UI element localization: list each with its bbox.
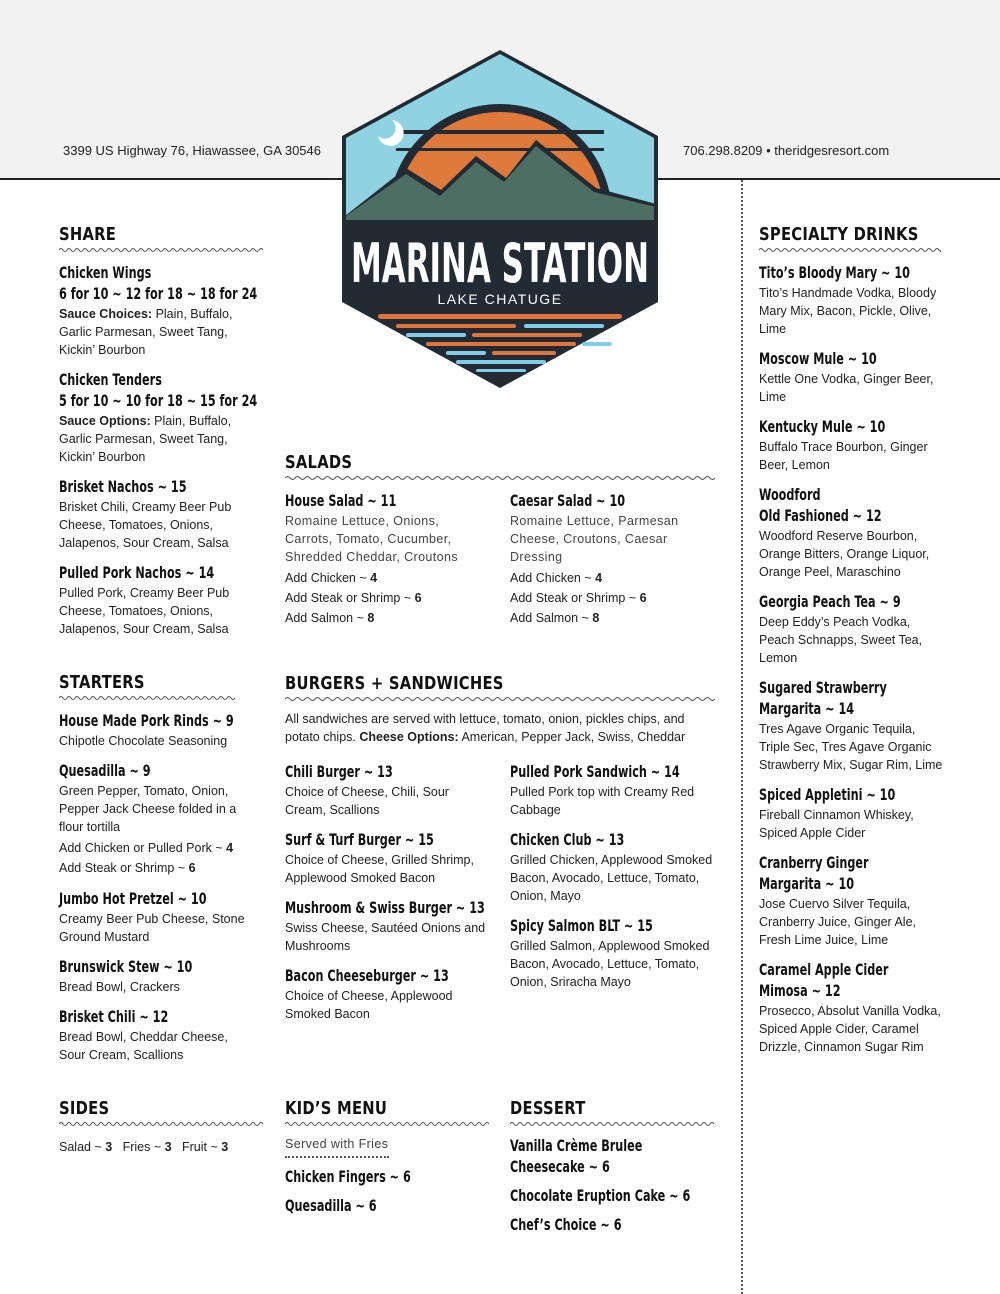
logo-title: MARINA STATION — [351, 232, 649, 295]
menu-item-pulled-pork-sandwich: Pulled Pork Sandwich ~ 14 Pulled Pork top with Creamy Red Cabbage — [510, 762, 695, 817]
sides-section — [59, 1098, 263, 1157]
contact-info: 706.298.8209 • theridgesresort.com — [683, 143, 890, 158]
menu-item-brisket-chili: Brisket Chili ~ 12 Bread Bowl, Cheddar Cheese, Sour Cream, Scallions — [59, 1007, 228, 1062]
drink-titos-bloody-mary: Tito’s Bloody Mary ~ 10 Tito’s Handmade Vodka, Bloody Mary Mix, Bacon, Pickle, Olive, Lime — [759, 263, 937, 336]
menu-item-kids-quesadilla: Quesadilla ~ 6 — [285, 1196, 377, 1215]
wavy-divider — [59, 247, 263, 253]
menu-item-chili-burger: Chili Burger ~ 13 Choice of Cheese, Chili, Sour Cream, Scallions — [285, 762, 449, 817]
menu-item-spicy-salmon-blt: Spicy Salmon BLT ~ 15 Grilled Salmon, Applewood Smoked Bacon, Avocado, Lettuce, Tomato, Onion, Sriracha Mayo — [510, 916, 710, 989]
wavy-divider — [59, 695, 235, 701]
starters-section — [59, 672, 245, 1064]
drink-cranberry-ginger-margarita: Cranberry Ginger Margarita ~ 10 Jose Cuervo Silver Tequila, Cranberry Juice, Ginger Ale, Fresh Lime Juice, Lime — [759, 853, 917, 947]
drink-moscow-mule: Moscow Mule ~ 10 Kettle One Vodka, Ginger Beer, Lime — [759, 349, 934, 404]
menu-item-jumbo-pretzel: Jumbo Hot Pretzel ~ 10 Creamy Beer Pub Cheese, Stone Ground Mustard — [59, 889, 245, 944]
menu-item-chocolate-eruption-cake: Chocolate Eruption Cake ~ 6 — [510, 1186, 691, 1205]
wavy-divider — [285, 1121, 489, 1127]
drink-kentucky-mule: Kentucky Mule ~ 10 Buffalo Trace Bourbon, Ginger Beer, Lemon — [759, 417, 928, 472]
menu-item-chefs-choice: Chef’s Choice ~ 6 — [510, 1215, 622, 1234]
menu-item-brisket-nachos: Brisket Nachos ~ 15 Brisket Chili, Creamy Beer Pub Cheese, Tomatoes, Onions, Jalapenos, Sour Cream, Salsa — [59, 477, 232, 550]
column-divider — [741, 180, 743, 1294]
wavy-divider — [759, 247, 941, 253]
burgers-right-column — [510, 761, 715, 991]
drink-sugared-strawberry-margarita: Sugared Strawberry Margarita ~ 14 Tres Agave Organic Tequila, Triple Sec, Tres Agave Organic Strawberry Mix, Sugar Rim, Lime — [759, 678, 943, 772]
drink-georgia-peach-tea: Georgia Peach Tea ~ 9 Deep Eddy’s Peach Vodka, Peach Schnapps, Sweet Tea, Lemon — [759, 592, 923, 665]
menu-item-creme-brulee-cheesecake: Vanilla Crème Brulee Cheesecake ~ 6 — [510, 1136, 643, 1176]
menu-item-caesar-salad: Caesar Salad ~ 10 Romaine Lettuce, Parmesan Cheese, Croutons, Caesar Dressing Add Chicken ~ 4 Add Steak or Shrimp ~ 6 Add Salmon ~ 8 — [510, 491, 679, 625]
menu-item-chicken-club: Chicken Club ~ 13 Grilled Chicken, Applewood Smoked Bacon, Avocado, Lettuce, Tomato, Onion, Mayo — [510, 830, 713, 903]
dessert-section — [510, 1098, 714, 1235]
menu-item-house-salad: House Salad ~ 11 Romaine Lettuce, Onions, Carrots, Tomato, Cucumber, Shredded Cheddar, Croutons Add Chicken ~ 4 Add Steak or Shrimp ~ 6 Add Salmon ~ 8 — [285, 491, 459, 625]
menu-item-mushroom-swiss-burger: Mushroom & Swiss Burger ~ 13 Swiss Cheese, Sautéed Onions and Mushrooms — [285, 898, 486, 953]
kids-served-note: Served with Fries — [285, 1135, 389, 1158]
wavy-divider — [59, 1121, 263, 1127]
wavy-divider — [510, 1121, 714, 1127]
salads-section — [285, 452, 715, 481]
burgers-section — [285, 673, 715, 746]
section-title: SPECIALTY DRINKS — [759, 224, 919, 245]
burgers-left-column — [285, 761, 490, 1023]
kids-menu-section — [285, 1098, 489, 1216]
burgers-intro: All sandwiches are served with lettuce, tomato, onion, pickles chips, and potato chips. Cheese Options: American, Pepper Jack, Swiss, Cheddar — [285, 712, 686, 744]
section-title: SHARE — [59, 224, 117, 245]
menu-item-chicken-tenders: Chicken Tenders 5 for 10 ~ 10 for 18 ~ 15 for 24 Sauce Options: Plain, Buffalo, Garlic Parmesan, Sweet Tang, Kickin’ Bourbon — [59, 370, 258, 464]
drink-woodford-old-fashioned: Woodford Old Fashioned ~ 12 Woodford Reserve Bourbon, Orange Bitters, Orange Liquor, Orange Peel, Maraschino — [759, 485, 930, 579]
menu-item-quesadilla: Quesadilla ~ 9 Green Pepper, Tomato, Onion, Pepper Jack Cheese folded in a flour tortilla Add Chicken or Pulled Pork ~ 4 Add Steak or Shrimp ~ 6 — [59, 761, 237, 875]
section-title: KID’S MENU — [285, 1098, 388, 1119]
section-title: DESSERT — [510, 1098, 586, 1119]
address: 3399 US Highway 76, Hiawassee, GA 30546 — [63, 143, 321, 158]
wavy-divider — [285, 696, 715, 702]
menu-item-pork-rinds: House Made Pork Rinds ~ 9 Chipotle Chocolate Seasoning — [59, 711, 234, 748]
menu-item-chicken-fingers: Chicken Fingers ~ 6 — [285, 1167, 411, 1186]
marina-station-logo — [336, 48, 664, 390]
section-title: BURGERS + SANDWICHES — [285, 673, 504, 694]
wavy-divider — [285, 475, 715, 481]
sides-list: Salad ~ 3 Fries ~ 3 Fruit ~ 3 — [59, 1140, 229, 1154]
share-section — [59, 224, 263, 638]
section-title: STARTERS — [59, 672, 145, 693]
drink-caramel-apple-cider-mimosa: Caramel Apple Cider Mimosa ~ 12 Prosecco, Absolut Vanilla Vodka, Spiced Apple Cider, Caramel Drizzle, Cinnamon Sugar Rim — [759, 960, 941, 1054]
specialty-drinks-section — [759, 224, 941, 1056]
logo-subtitle: LAKE CHATUGE — [437, 291, 563, 307]
menu-item-surf-turf-burger: Surf & Turf Burger ~ 15 Choice of Cheese, Grilled Shrimp, Applewood Smoked Bacon — [285, 830, 474, 885]
section-title: SIDES — [59, 1098, 110, 1119]
menu-item-brunswick-stew: Brunswick Stew ~ 10 Bread Bowl, Crackers — [59, 957, 193, 994]
section-title: SALADS — [285, 452, 353, 473]
menu-item-chicken-wings: Chicken Wings 6 for 10 ~ 12 for 18 ~ 18 for 24 Sauce Choices: Plain, Buffalo, Garlic Parmesan, Sweet Tang, Kickin’ Bourbon — [59, 263, 258, 357]
drink-spiced-appletini: Spiced Appletini ~ 10 Fireball Cinnamon Whiskey, Spiced Apple Cider — [759, 785, 914, 840]
menu-item-pulled-pork-nachos: Pulled Pork Nachos ~ 14 Pulled Pork, Creamy Beer Pub Cheese, Tomatoes, Onions, Jalapenos, Sour Cream, Salsa — [59, 563, 230, 636]
menu-item-bacon-cheeseburger: Bacon Cheeseburger ~ 13 Choice of Cheese, Applewood Smoked Bacon — [285, 966, 453, 1021]
